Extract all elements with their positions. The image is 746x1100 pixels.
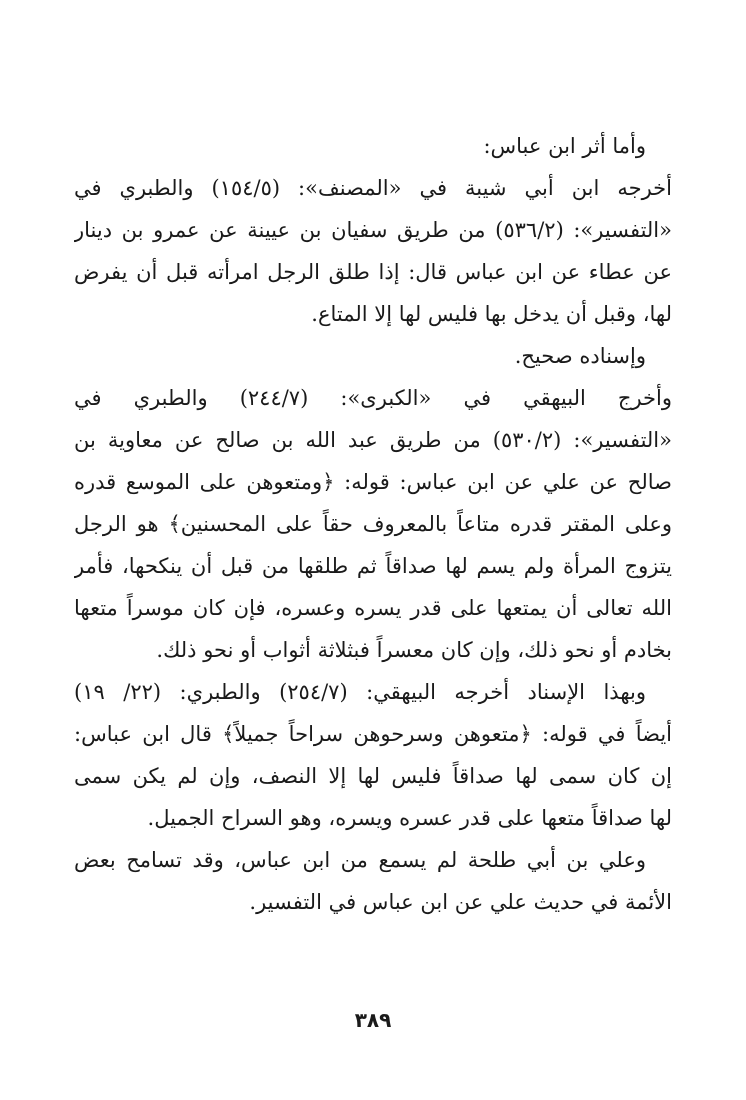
- text-line: بخادم أو نحو ذلك، وإن كان معسراً فبثلاثة أثواب أو نحو ذلك.: [156, 638, 672, 662]
- text-line: يتزوج المرأة ولم يسم لها صداقاً ثم طلقها من قبل أن ينكحها، فأمر: [74, 554, 672, 578]
- text-line: وإسناده صحيح.: [514, 344, 646, 368]
- text-line: إن كان سمى لها صداقاً فليس لها إلا النصف، وإن لم يكن سمى: [74, 764, 672, 788]
- text-line: «التفسير»: (٥٣٦/٢) من طريق سفيان بن عيينة عن عمرو بن دينار: [74, 218, 672, 242]
- text-line: صالح عن علي عن ابن عباس: قوله: ﴿ومتعوهن على الموسع قدره: [74, 470, 672, 494]
- text-line: أيضاً في قوله: ﴿متعوهن وسرحوهن سراحاً جميلاً﴾ قال ابن عباس:: [74, 722, 672, 746]
- text-line: الأئمة في حديث علي عن ابن عباس في التفسير.: [249, 890, 672, 914]
- text-line: وأما أثر ابن عباس:: [483, 134, 646, 158]
- text-line: أخرجه ابن أبي شيبة في «المصنف»: (١٥٤/٥) والطبري في: [74, 176, 672, 200]
- text-line: وعلى المقتر قدره متاعاً بالمعروف حقاً على المحسنين﴾ هو الرجل: [74, 512, 672, 536]
- text-line: وعلي بن أبي طلحة لم يسمع من ابن عباس، وقد تسامح بعض: [74, 848, 646, 872]
- text-line: الله تعالى أن يمتعها على قدر يسره وعسره، فإن كان موسراً متعها: [74, 596, 672, 620]
- text-line: عن عطاء عن ابن عباس قال: إذا طلق الرجل امرأته قبل أن يفرض: [74, 260, 672, 284]
- text-line: لها صداقاً متعها على قدر عسره ويسره، وهو السراح الجميل.: [147, 806, 672, 830]
- text-line: وبهذا الإسناد أخرجه البيهقي: (٢٥٤/٧) والطبري: (٢٢/ ١٩): [74, 680, 646, 704]
- text-line: وأخرج البيهقي في «الكبرى»: (٢٤٤/٧) والطبري في: [74, 386, 672, 410]
- text-line: لها، وقبل أن يدخل بها فليس لها إلا المتاع.: [311, 302, 672, 326]
- page-number: ٣٨٩: [354, 1008, 392, 1032]
- body-text: [74, 125, 672, 923]
- text-line: «التفسير»: (٥٣٠/٢) من طريق عبد الله بن صالح عن معاوية بن: [74, 428, 672, 452]
